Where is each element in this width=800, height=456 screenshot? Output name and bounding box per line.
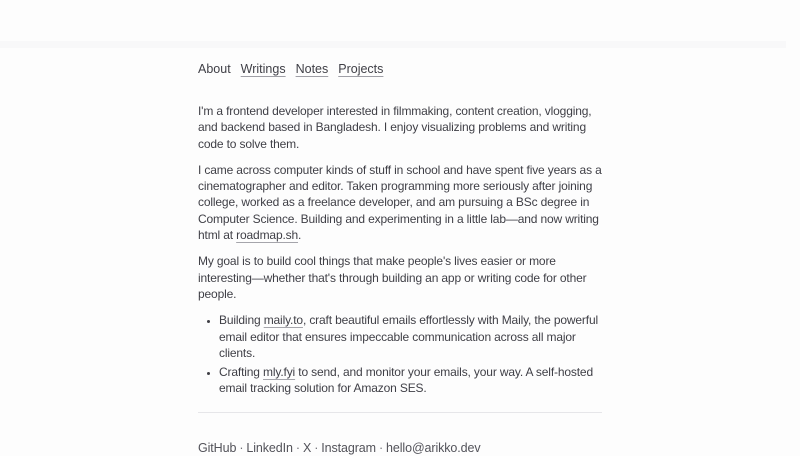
footer-separator: ·	[239, 441, 244, 455]
x-link[interactable]: X	[302, 441, 312, 455]
nav-link-writings[interactable]: Writings	[240, 62, 286, 76]
footer-separator: ·	[378, 441, 384, 455]
footer	[198, 412, 602, 456]
maily-link[interactable]: maily.to	[263, 313, 303, 328]
intro-paragraph-2	[198, 162, 602, 243]
list-item-mlyfyi	[219, 364, 602, 397]
projects-list	[198, 312, 602, 396]
intro-paragraph-2-text: I came across computer kinds of stuff in school and have spent five years as a cinematographer and editor. Taken programming more seriously after joining college, worked as a freelance developer, and am pursuing a BSc degree in Computer Science. Building and experimenting in a little lab—and now writing html at	[198, 162, 602, 243]
list-item-maily-after: , craft beautiful emails effortlessly with Maily, the powerful email editor that ensures impeccable communication across all major clients.	[219, 313, 599, 360]
nav-link-projects[interactable]: Projects	[338, 62, 384, 76]
intro-paragraph-3: My goal is to build cool things that make people's lives easier or more interesting—whether that's through building an app or writing code for other people.	[198, 254, 587, 301]
main-nav	[198, 61, 602, 77]
mlyfyi-link[interactable]: mly.fyi	[263, 365, 296, 380]
instagram-link[interactable]: Instagram	[321, 441, 376, 455]
about-body	[198, 103, 602, 397]
nav-link-notes[interactable]: Notes	[295, 62, 329, 76]
footer-separator: ·	[314, 441, 319, 455]
linkedin-link[interactable]: LinkedIn	[246, 441, 293, 455]
footer-divider	[198, 412, 602, 413]
list-item-maily	[219, 312, 602, 361]
roadmap-link[interactable]: roadmap.sh	[236, 228, 299, 243]
nav-item-about[interactable]: About	[198, 62, 231, 76]
list-item-mlyfyi-before: Crafting	[219, 365, 264, 380]
footer-links	[198, 440, 602, 456]
email-link[interactable]: hello@arikko.dev	[386, 441, 481, 455]
intro-paragraph-2-period: .	[298, 228, 302, 243]
list-item-mlyfyi-after: to send, and monitor your emails, your way. A self-hosted email tracking solution for Amazon SES.	[219, 365, 593, 396]
intro-paragraph-1: I'm a frontend developer interested in filmmaking, content creation, vlogging, and backend based in Bangladesh. I enjoy visualizing problems and writing code to solve them.	[198, 104, 592, 151]
list-item-maily-before: Building	[219, 313, 264, 328]
main-column	[198, 0, 602, 397]
footer-separator: ·	[295, 441, 300, 455]
github-link[interactable]: GitHub	[198, 441, 237, 455]
